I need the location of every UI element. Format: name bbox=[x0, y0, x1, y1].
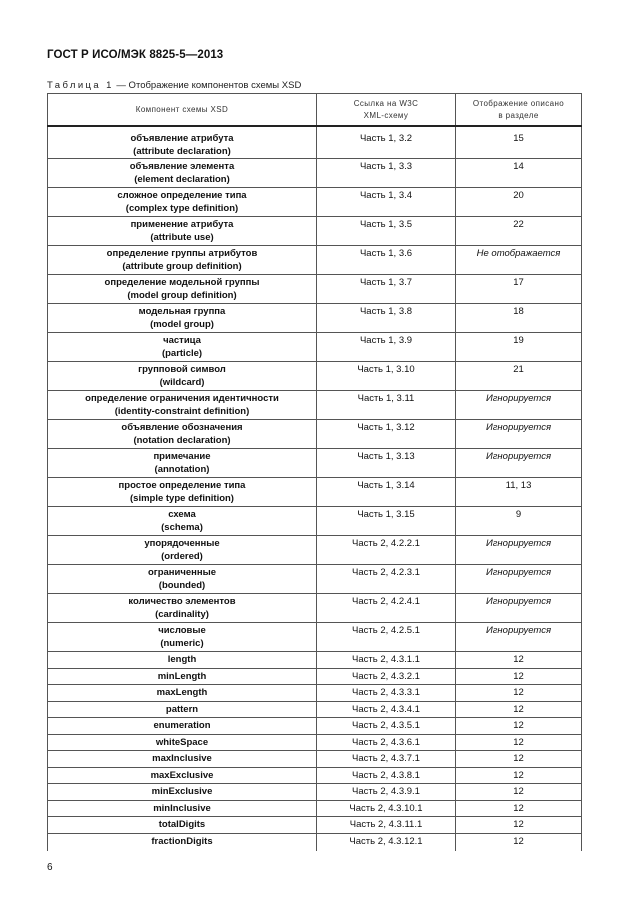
table-row bbox=[48, 246, 582, 275]
table-row bbox=[48, 784, 582, 801]
table-row bbox=[48, 652, 582, 669]
component-name-ru: простое определение типа bbox=[118, 480, 246, 491]
component-name-ru: whiteSpace bbox=[155, 736, 209, 748]
component-name-ru: maxLength bbox=[156, 687, 208, 698]
table-row bbox=[48, 188, 582, 217]
reference-cell: Часть 1, 3.4 bbox=[317, 188, 456, 217]
section-cell: 9 bbox=[456, 507, 582, 536]
section-cell: Игнорируется bbox=[456, 623, 582, 652]
header-reference-line2: XML-схему bbox=[363, 110, 409, 120]
component-name-cell bbox=[48, 701, 317, 718]
section-cell: 18 bbox=[456, 304, 582, 333]
section-cell: 12 bbox=[456, 668, 582, 685]
component-name-ru: length bbox=[167, 654, 197, 665]
reference-cell: Часть 2, 4.3.4.1 bbox=[317, 701, 456, 718]
component-name-cell bbox=[48, 126, 317, 159]
reference-cell: Часть 1, 3.2 bbox=[317, 126, 456, 159]
table-row bbox=[48, 718, 582, 735]
section-cell: Игнорируется bbox=[456, 420, 582, 449]
header-section-line2: в разделе bbox=[498, 110, 539, 120]
component-name-ru: maxInclusive bbox=[152, 753, 212, 764]
section-cell: 15 bbox=[456, 126, 582, 159]
reference-cell: Часть 2, 4.2.5.1 bbox=[317, 623, 456, 652]
header-component-label: Компонент схемы XSD bbox=[135, 104, 229, 114]
section-cell: 12 bbox=[456, 718, 582, 735]
section-cell: Игнорируется bbox=[456, 565, 582, 594]
component-name-en: (bounded) bbox=[158, 580, 206, 591]
component-name-cell bbox=[48, 159, 317, 188]
table-row bbox=[48, 362, 582, 391]
section-cell: 22 bbox=[456, 217, 582, 246]
table-row bbox=[48, 701, 582, 718]
component-name-ru: числовые bbox=[158, 625, 206, 636]
component-name-cell bbox=[48, 833, 317, 851]
component-name-ru: maxExclusive bbox=[150, 769, 214, 781]
component-name-ru: ограниченные bbox=[147, 567, 217, 578]
component-name-cell bbox=[48, 652, 317, 669]
component-name-en: (wildcard) bbox=[159, 377, 205, 388]
component-name-cell bbox=[48, 449, 317, 478]
component-name-ru: minLength bbox=[157, 670, 207, 682]
component-name-ru: примечание bbox=[153, 451, 211, 462]
component-name-en: (notation declaration) bbox=[133, 435, 231, 446]
table-row bbox=[48, 449, 582, 478]
reference-cell: Часть 2, 4.3.7.1 bbox=[317, 751, 456, 768]
section-cell: Не отображается bbox=[456, 246, 582, 275]
component-name-en: (attribute group definition) bbox=[122, 261, 242, 272]
table-row bbox=[48, 333, 582, 362]
reference-cell: Часть 2, 4.3.11.1 bbox=[317, 817, 456, 834]
component-name-en: (model group) bbox=[150, 319, 214, 330]
table-row bbox=[48, 623, 582, 652]
component-name-en: (schema) bbox=[161, 522, 203, 533]
table-row bbox=[48, 767, 582, 784]
component-name-en: (model group definition) bbox=[127, 290, 237, 301]
section-cell: Игнорируется bbox=[456, 449, 582, 478]
reference-cell: Часть 1, 3.10 bbox=[317, 362, 456, 391]
reference-cell: Часть 1, 3.6 bbox=[317, 246, 456, 275]
component-name-en: (complex type definition) bbox=[125, 203, 239, 214]
section-cell: Игнорируется bbox=[456, 536, 582, 565]
section-cell: 11, 13 bbox=[456, 478, 582, 507]
reference-cell: Часть 2, 4.3.3.1 bbox=[317, 685, 456, 702]
component-name-en: (attribute declaration) bbox=[133, 146, 231, 157]
reference-cell: Часть 2, 4.2.2.1 bbox=[317, 536, 456, 565]
header-reference bbox=[317, 94, 456, 127]
reference-cell: Часть 2, 4.3.12.1 bbox=[317, 833, 456, 851]
table-caption-prefix: Таблица 1 bbox=[47, 80, 114, 91]
section-cell: 12 bbox=[456, 784, 582, 801]
component-name-cell bbox=[48, 623, 317, 652]
table-row bbox=[48, 668, 582, 685]
component-name-cell bbox=[48, 817, 317, 834]
document-header: ГОСТ Р ИСО/МЭК 8825-5—2013 bbox=[47, 49, 224, 61]
table-row bbox=[48, 275, 582, 304]
table-row bbox=[48, 420, 582, 449]
component-name-ru: enumeration bbox=[153, 720, 211, 731]
component-name-ru: определение ограничения идентичности bbox=[85, 393, 279, 404]
reference-cell: Часть 1, 3.14 bbox=[317, 478, 456, 507]
component-name-en: (particle) bbox=[161, 348, 203, 359]
section-cell: 17 bbox=[456, 275, 582, 304]
component-name-ru: minExclusive bbox=[151, 786, 213, 797]
component-name-cell bbox=[48, 333, 317, 362]
component-name-ru: totalDigits bbox=[158, 819, 206, 830]
component-name-cell bbox=[48, 362, 317, 391]
header-component bbox=[48, 94, 317, 127]
section-cell: 12 bbox=[456, 751, 582, 768]
section-cell: 12 bbox=[456, 817, 582, 834]
section-cell: 12 bbox=[456, 800, 582, 817]
section-cell: 20 bbox=[456, 188, 582, 217]
reference-cell: Часть 2, 4.3.2.1 bbox=[317, 668, 456, 685]
page-number: 6 bbox=[47, 862, 53, 873]
section-cell: 14 bbox=[456, 159, 582, 188]
reference-cell: Часть 2, 4.3.9.1 bbox=[317, 784, 456, 801]
table-row bbox=[48, 734, 582, 751]
section-cell: 12 bbox=[456, 685, 582, 702]
component-name-cell bbox=[48, 734, 317, 751]
table-row bbox=[48, 391, 582, 420]
component-name-ru: определение модельной группы bbox=[104, 277, 260, 288]
table-row bbox=[48, 685, 582, 702]
component-name-cell bbox=[48, 594, 317, 623]
component-name-cell bbox=[48, 304, 317, 333]
section-cell: Игнорируется bbox=[456, 594, 582, 623]
table-row bbox=[48, 126, 582, 159]
component-name-en: (identity-constraint definition) bbox=[114, 406, 250, 417]
component-name-en: (element declaration) bbox=[134, 174, 230, 185]
component-name-cell bbox=[48, 391, 317, 420]
component-name-ru: групповой символ bbox=[138, 364, 226, 375]
reference-cell: Часть 1, 3.9 bbox=[317, 333, 456, 362]
section-cell: Игнорируется bbox=[456, 391, 582, 420]
component-name-cell bbox=[48, 668, 317, 685]
component-name-cell bbox=[48, 685, 317, 702]
reference-cell: Часть 2, 4.3.6.1 bbox=[317, 734, 456, 751]
component-name-ru: fractionDigits bbox=[151, 835, 213, 847]
component-name-cell bbox=[48, 565, 317, 594]
table-body bbox=[48, 126, 582, 851]
section-cell: 12 bbox=[456, 701, 582, 718]
reference-cell: Часть 1, 3.15 bbox=[317, 507, 456, 536]
table-row bbox=[48, 536, 582, 565]
component-name-en: (ordered) bbox=[161, 551, 203, 562]
table-row bbox=[48, 507, 582, 536]
reference-cell: Часть 1, 3.8 bbox=[317, 304, 456, 333]
table-row bbox=[48, 800, 582, 817]
header-section-line1: Отображение описано bbox=[472, 98, 565, 108]
component-name-ru: сложное определение типа bbox=[117, 190, 247, 201]
table-row bbox=[48, 751, 582, 768]
component-name-en: (cardinality) bbox=[155, 609, 209, 620]
component-name-cell bbox=[48, 800, 317, 817]
component-name-ru: частица bbox=[163, 335, 201, 346]
component-name-en: (attribute use) bbox=[150, 232, 214, 243]
component-name-cell bbox=[48, 718, 317, 735]
table-caption bbox=[47, 80, 301, 91]
component-name-en: (annotation) bbox=[154, 464, 210, 475]
component-name-ru: количество элементов bbox=[128, 596, 236, 607]
reference-cell: Часть 1, 3.11 bbox=[317, 391, 456, 420]
component-name-ru: определение группы атрибутов bbox=[106, 248, 258, 259]
reference-cell: Часть 2, 4.3.1.1 bbox=[317, 652, 456, 669]
section-cell: 19 bbox=[456, 333, 582, 362]
reference-cell: Часть 1, 3.3 bbox=[317, 159, 456, 188]
component-name-cell bbox=[48, 420, 317, 449]
table-row bbox=[48, 478, 582, 507]
section-cell: 21 bbox=[456, 362, 582, 391]
component-name-ru: модельная группа bbox=[138, 306, 226, 317]
component-name-cell bbox=[48, 188, 317, 217]
component-name-en: (numeric) bbox=[160, 638, 204, 649]
component-name-ru: объявление обозначения bbox=[121, 422, 243, 433]
component-name-en: (simple type definition) bbox=[130, 493, 234, 504]
reference-cell: Часть 1, 3.12 bbox=[317, 420, 456, 449]
component-name-cell bbox=[48, 751, 317, 768]
table-row bbox=[48, 594, 582, 623]
component-name-cell bbox=[48, 478, 317, 507]
component-name-ru: объявление атрибута bbox=[130, 133, 234, 144]
component-name-cell bbox=[48, 246, 317, 275]
component-name-ru: схема bbox=[168, 509, 196, 520]
component-name-cell bbox=[48, 217, 317, 246]
table-row bbox=[48, 304, 582, 333]
table-header bbox=[48, 94, 582, 127]
section-cell: 12 bbox=[456, 767, 582, 784]
component-name-ru: minInclusive bbox=[153, 802, 211, 814]
component-name-ru: применение атрибута bbox=[130, 219, 234, 230]
table-row bbox=[48, 159, 582, 188]
table-row bbox=[48, 565, 582, 594]
section-cell: 12 bbox=[456, 833, 582, 851]
component-name-cell bbox=[48, 767, 317, 784]
table-caption-text: — Отображение компонентов схемы XSD bbox=[113, 80, 302, 91]
reference-cell: Часть 2, 4.3.8.1 bbox=[317, 767, 456, 784]
table-row bbox=[48, 817, 582, 834]
header-section bbox=[456, 94, 582, 127]
reference-cell: Часть 2, 4.2.3.1 bbox=[317, 565, 456, 594]
component-name-cell bbox=[48, 507, 317, 536]
reference-cell: Часть 1, 3.5 bbox=[317, 217, 456, 246]
table-row bbox=[48, 833, 582, 851]
component-name-cell bbox=[48, 275, 317, 304]
component-name-cell bbox=[48, 536, 317, 565]
reference-cell: Часть 1, 3.13 bbox=[317, 449, 456, 478]
section-cell: 12 bbox=[456, 734, 582, 751]
table-row bbox=[48, 217, 582, 246]
reference-cell: Часть 1, 3.7 bbox=[317, 275, 456, 304]
components-table bbox=[47, 93, 582, 851]
component-name-ru: объявление элемента bbox=[129, 161, 235, 172]
reference-cell: Часть 2, 4.3.5.1 bbox=[317, 718, 456, 735]
component-name-ru: упорядоченные bbox=[144, 538, 220, 549]
reference-cell: Часть 2, 4.3.10.1 bbox=[317, 800, 456, 817]
header-reference-line1: Ссылка на W3C bbox=[353, 98, 419, 108]
component-name-cell bbox=[48, 784, 317, 801]
component-name-ru: pattern bbox=[165, 703, 199, 715]
section-cell: 12 bbox=[456, 652, 582, 669]
reference-cell: Часть 2, 4.2.4.1 bbox=[317, 594, 456, 623]
